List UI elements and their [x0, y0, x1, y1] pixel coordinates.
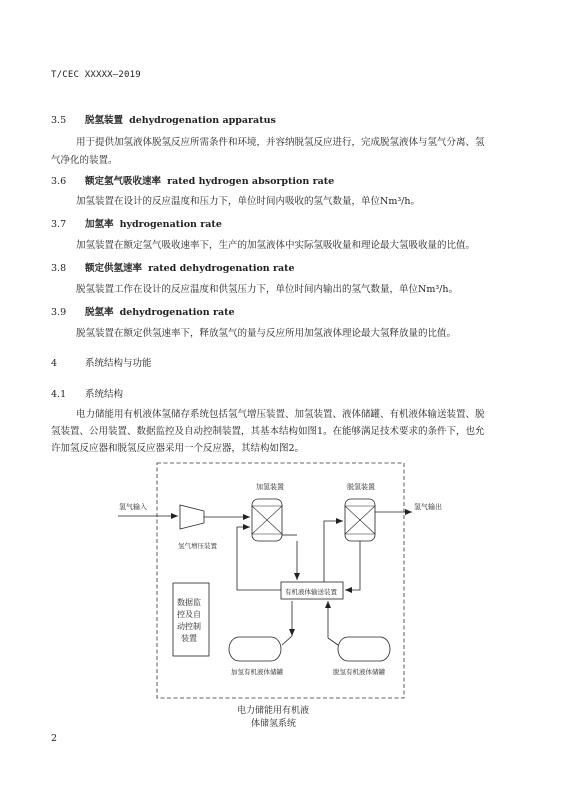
section-title-zh: 额定氢气吸收速率 — [85, 176, 162, 187]
figure-caption-line2: 体储氢系统 — [251, 719, 297, 729]
hydrogenated-tank-label: 加氢有机液体储罐 — [231, 668, 283, 676]
control-unit-label-line1: 数据监 — [177, 598, 201, 607]
section-3-5-body-line2: 气净化的装置。 — [51, 155, 118, 166]
section-3-7-body: 加氢装置在额定氢气吸收速率下，生产的加氢液体中实际氢吸收量和理论最大氢吸收量的比值。 — [76, 240, 476, 251]
system-boundary — [157, 463, 404, 698]
section-number: 3.9 — [51, 307, 67, 318]
section-title: 系统结构 — [85, 389, 124, 400]
section-title-zh: 脱氢率 — [85, 307, 114, 318]
section-3-8-body: 脱氢装置工作在设计的反应温度和供氢压力下，单位时间内输出的氢气数量，单位Nm³/h。 — [76, 284, 458, 295]
section-3-6-body: 加氢装置在设计的反应温度和压力下，单位时间内吸收的氢气数量，单位Nm³/h。 — [76, 196, 420, 207]
control-unit-label-line2: 控及自 — [177, 610, 201, 619]
section-number: 3.7 — [51, 219, 67, 230]
hydrogenation-label: 加氢装置 — [256, 483, 284, 491]
compressor-label: 氢气增压装置 — [178, 542, 217, 550]
dehydrogenated-tank-icon — [338, 637, 390, 661]
page-number: 2 — [51, 733, 58, 744]
dehydrogenation-to-transfer-arrow — [345, 541, 360, 590]
control-unit-box — [173, 583, 209, 656]
section-number: 3.5 — [51, 115, 67, 126]
section-number: 3.8 — [51, 263, 67, 274]
section-3-9-body: 脱氢装置在额定供氢速率下，释放氢气的量与反应所用加氢液体理论最大氢释放量的比值。 — [76, 328, 457, 339]
hydrogenated-tank-icon — [229, 637, 281, 661]
section-4-1-body-line1: 电力储能用有机液体氢储存系统包括氢气增压装置、加氢装置、液体储罐、有机液体输送装置、脱 — [76, 409, 485, 420]
hydrogen-input-label: 氢气输入 — [119, 503, 147, 511]
section-title-zh: 加氢率 — [85, 219, 114, 230]
chapter-number: 4 — [51, 358, 58, 369]
section-title-zh: 脱氢装置 — [85, 115, 124, 126]
control-unit-label-line3: 动控制 — [177, 622, 201, 631]
section-4-1-body-line2: 氢装置、公用装置、数据监控及自动控制装置，其基本结构如图1。在能够满足技术要求的条件下，也允 — [51, 426, 485, 437]
section-title-en: dehydrogenation apparatus — [129, 115, 276, 126]
section-title-en: hydrogenation rate — [119, 219, 222, 230]
section-3-5-body-line1: 用于提供加氢液体脱氢反应所需条件和环境，并容纳脱氢反应进行，完成脱氢液体与氢气分离、氢 — [76, 137, 485, 148]
figure-caption-line1: 电力储能用有机液 — [237, 706, 310, 716]
hydrogenation-reactor-icon — [252, 499, 282, 541]
document-code: T/CEC XXXXX—2019 — [51, 70, 141, 80]
section-title-zh: 额定供氢速率 — [85, 263, 143, 274]
section-title-en: dehydrogenation rate — [119, 307, 235, 318]
control-unit-label-line4: 装置 — [181, 634, 197, 643]
section-title-en: rated hydrogen absorption rate — [167, 176, 335, 187]
chapter-title: 系统结构与功能 — [85, 358, 152, 369]
compressor-icon — [180, 505, 204, 529]
dehydrogenated-tank-label: 脱氢有机液体储罐 — [333, 668, 385, 676]
dehydrogenation-reactor-icon — [345, 499, 375, 541]
section-number: 4.1 — [51, 389, 67, 400]
section-4-1-body-line3: 许加氢反应器和脱氢反应器采用一个反应器，其结构如图2。 — [51, 443, 305, 454]
section-title-en: rated dehydrogenation rate — [148, 263, 295, 274]
dehydrogenated-tank-feed-line — [328, 638, 338, 645]
section-number: 3.6 — [51, 176, 67, 187]
hydrogen-output-label: 氢气输出 — [414, 503, 442, 511]
dehydrogenation-label: 脱氢装置 — [347, 483, 375, 491]
hydrogenated-tank-feed-line — [282, 636, 292, 645]
transfer-to-dehydrogenation-arrow — [324, 521, 343, 582]
transfer-unit-label: 有机液体输送装置 — [285, 588, 337, 596]
